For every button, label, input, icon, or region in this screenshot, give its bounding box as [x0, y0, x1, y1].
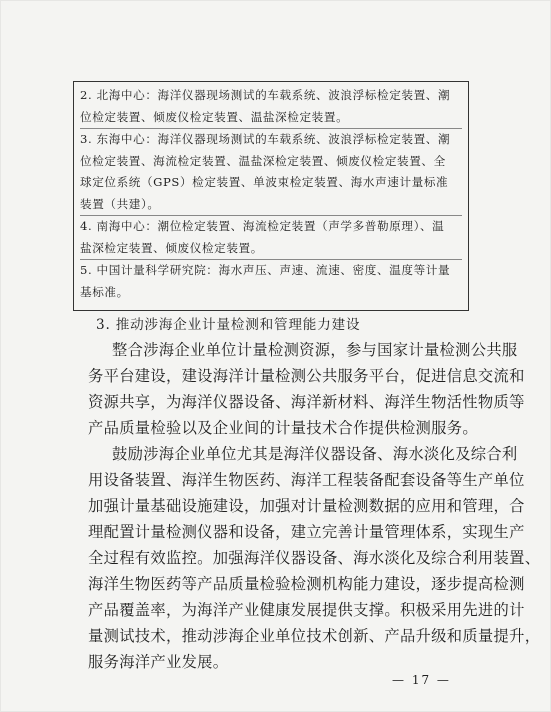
paragraph-line: 全过程有效监控。加强海洋仪器设备、海水淡化及综合利用装置、	[88, 549, 541, 567]
paragraph-line: 服务海洋产业发展。	[88, 653, 229, 671]
list-item-line: 位检定装置、倾废仪检定装置、温盐深检定装置。	[80, 109, 349, 124]
list-item	[80, 85, 462, 129]
paragraph-line: 量测试技术，推动涉海企业单位技术创新、产品升级和质量提升，	[88, 627, 541, 645]
paragraph-line: 产品覆盖率，为海洋产业健康发展提供支撑。积极采用先进的计	[88, 601, 525, 619]
paragraph-line: 鼓励涉海企业单位尤其是海洋仪器设备、海水淡化及综合利	[112, 445, 518, 463]
paragraph-line: 海洋生物医药等产品质量检验检测机构能力建设，逐步提高检测	[88, 575, 525, 593]
list-item	[80, 129, 462, 216]
paragraph	[88, 441, 541, 675]
paragraph-line: 用设备装置、海洋生物医药、海洋工程装备配套设备等生产单位	[88, 471, 525, 489]
facility-list-box	[73, 81, 469, 311]
paragraph-line: 加强计量基础设施建设，加强对计量检测数据的应用和管理，合	[88, 497, 525, 515]
list-item-line: 基标准。	[80, 284, 129, 299]
paragraph-line: 理配置计量检测仪器和设备，建立完善计量管理体系，实现生产	[88, 523, 525, 541]
list-item-line: 2. 北海中心：海洋仪器现场测试的车载系统、波浪浮标检定装置、潮	[80, 88, 451, 102]
paragraph	[88, 337, 525, 441]
paragraph-line: 整合涉海企业单位计量检测资源，参与国家计量检测公共服	[112, 341, 518, 359]
list-item-line: 装置（共建）。	[80, 196, 160, 211]
page-number: — 17 —	[392, 673, 451, 687]
list-item-line: 球定位系统（GPS）检定装置、单波束检定装置、海水声速计量标准	[80, 175, 449, 189]
list-item-line: 5. 中国计量科学研究院：海水声压、声速、流速、密度、温度等计量	[80, 263, 451, 277]
list-item-line: 4. 南海中心：潮位检定装置、海流检定装置（声学多普勒原理）、温	[80, 219, 445, 233]
paragraph-line: 资源共享，为海洋仪器设备、海洋新材料、海洋生物活性物质等	[88, 393, 525, 411]
list-item	[80, 260, 462, 303]
paragraph-line: 产品质量检验以及企业间的计量技术合作提供检测服务。	[88, 419, 478, 437]
list-item	[80, 216, 462, 260]
list-item-line: 3. 东海中心：海洋仪器现场测试的车载系统、波浪浮标检定装置、潮	[80, 132, 451, 146]
list-item-line: 位检定装置、海流检定装置、温盐深检定装置、倾废仪检定装置、全	[80, 153, 446, 168]
paragraph-line: 务平台建设，建设海洋计量检测公共服务平台，促进信息交流和	[88, 367, 525, 385]
section-heading: 3. 推动涉海企业计量检测和管理能力建设	[96, 317, 361, 333]
list-item-line: 盐深检定装置、倾废仪检定装置。	[80, 240, 263, 255]
